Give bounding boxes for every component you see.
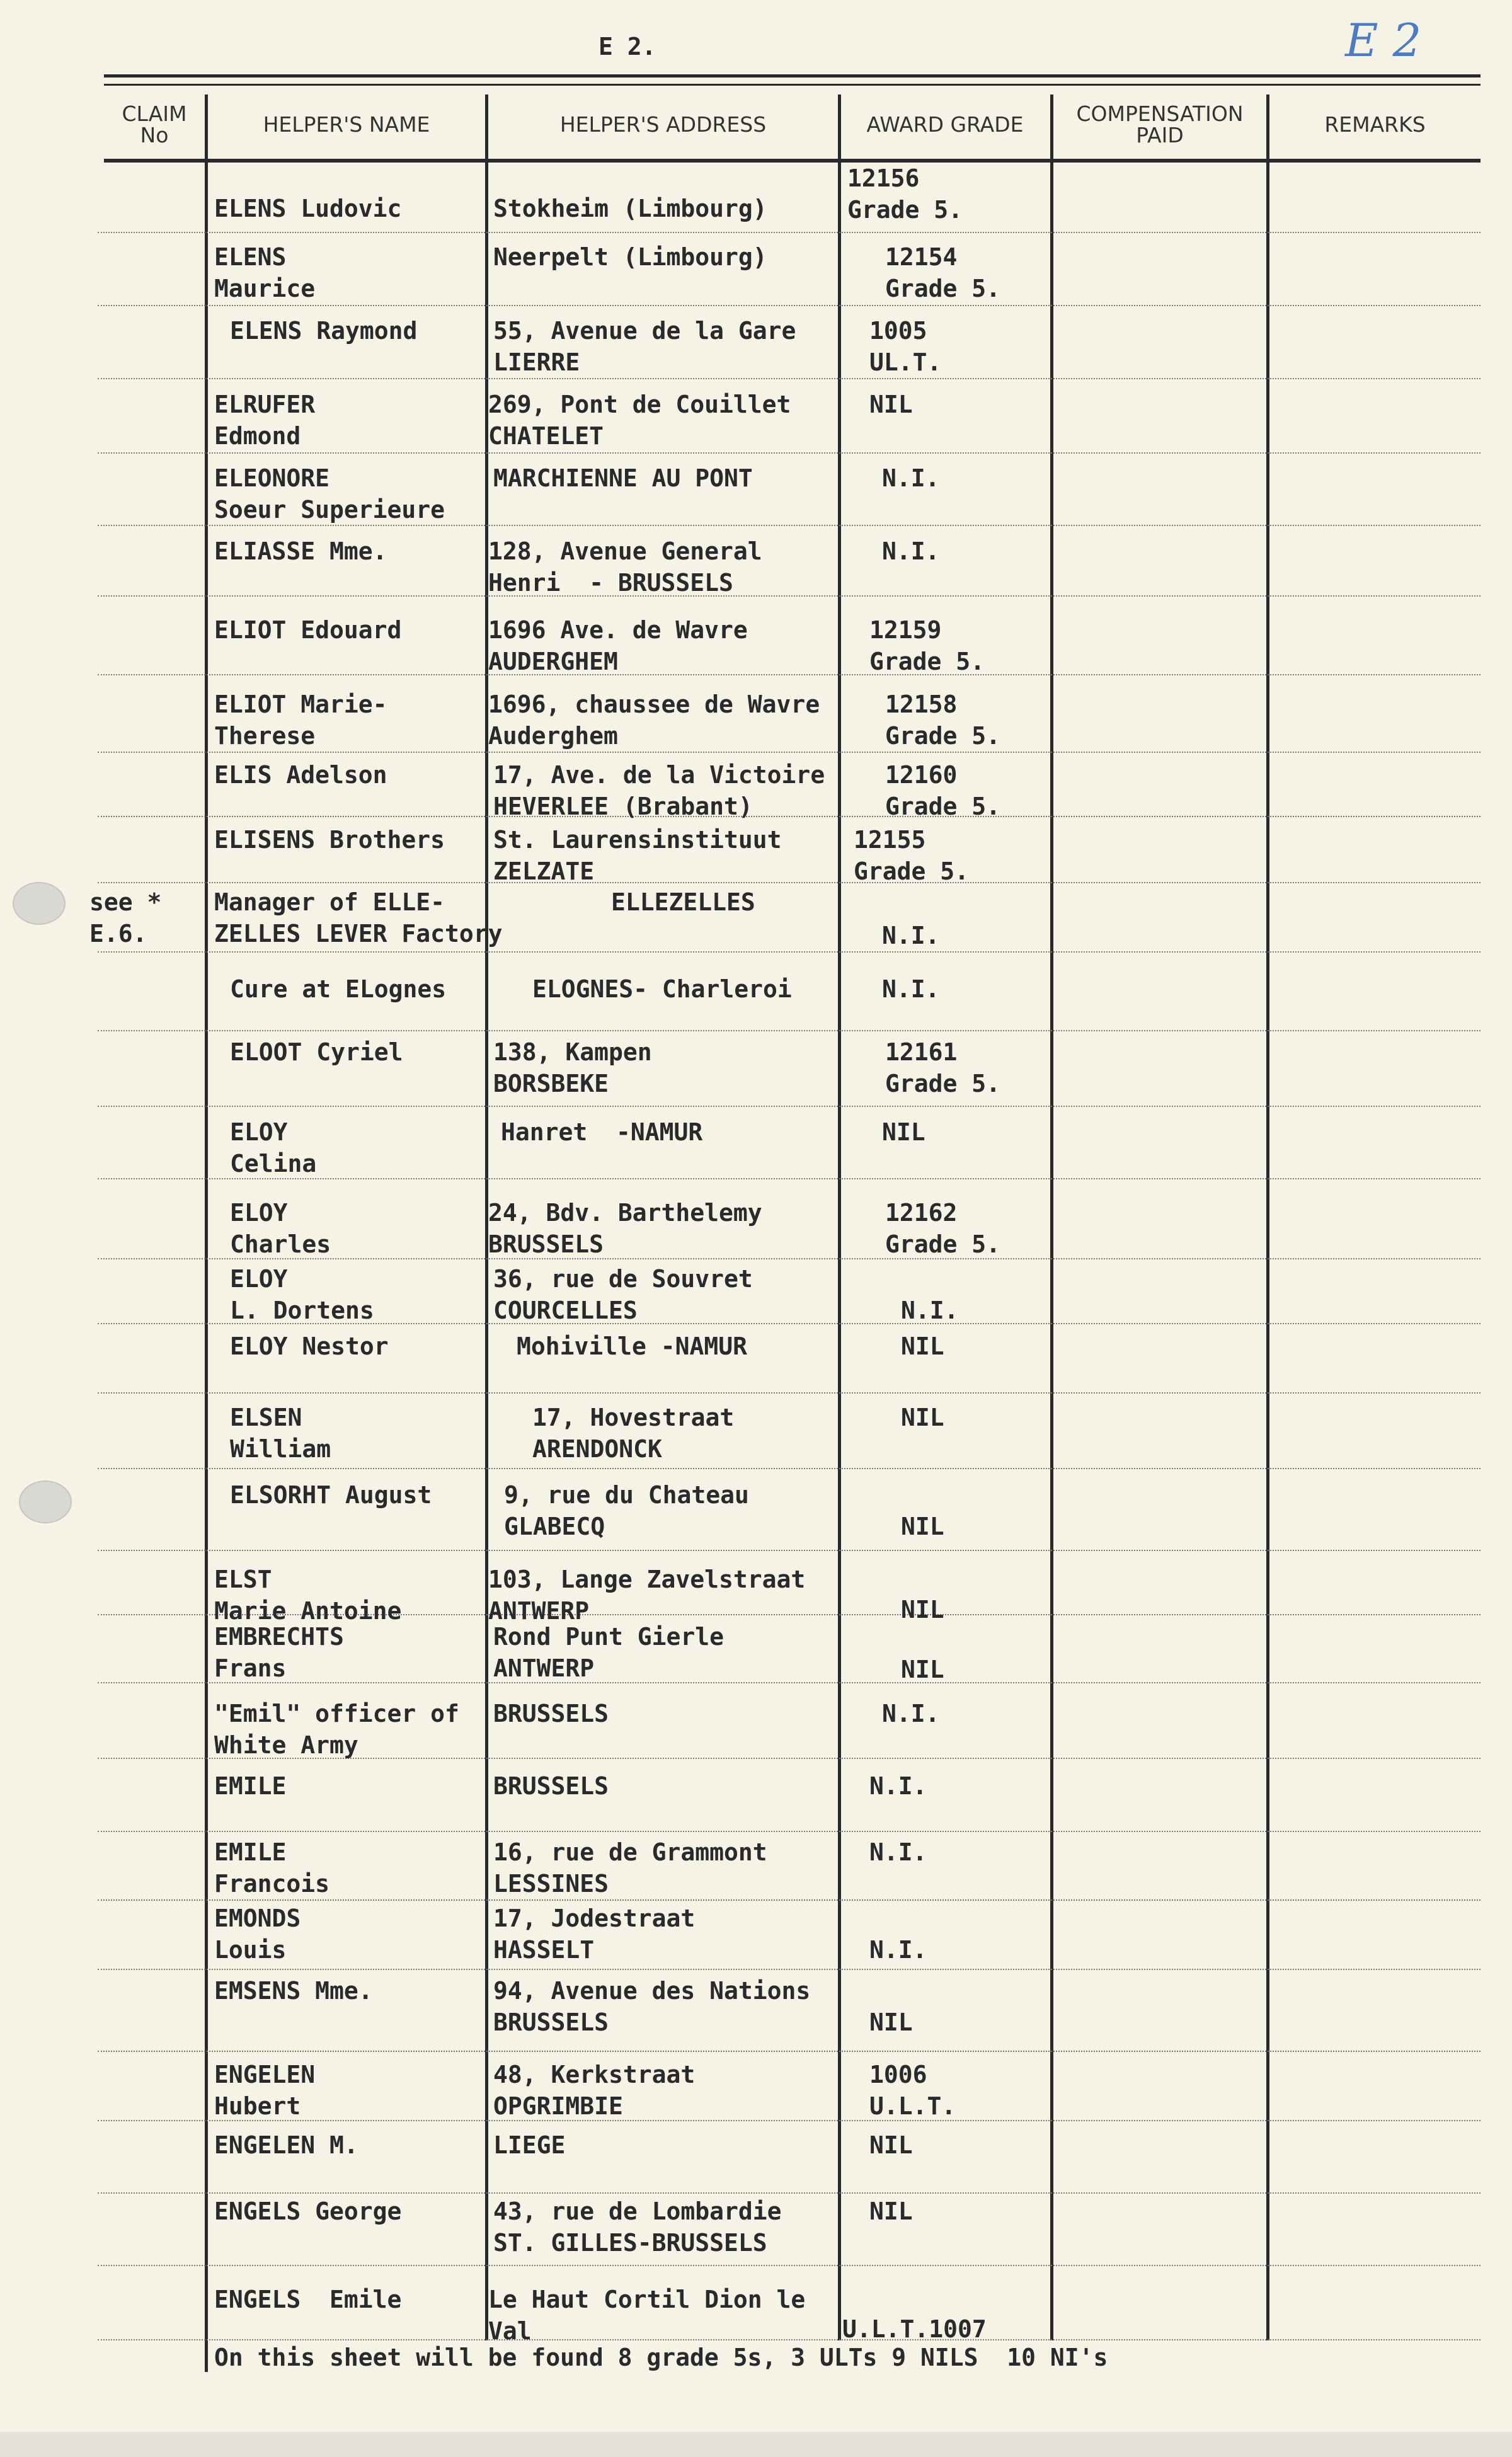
column-rule-5	[1266, 94, 1269, 2340]
award-grade: NIL	[869, 2131, 913, 2159]
helper-address: Stokheim (Limbourg)	[493, 195, 767, 222]
helper-name: ENGELEN M.	[214, 2131, 358, 2159]
column-rule-4	[1050, 94, 1053, 2340]
award-grade: 12154 Grade 5.	[885, 243, 1001, 302]
helper-address: Mohiville -NAMUR	[517, 1332, 748, 1360]
helper-address: 94, Avenue des Nations BRUSSELS	[493, 1977, 811, 2036]
award-grade: 1006 U.L.T.	[869, 2061, 956, 2120]
helper-name: ENGELEN Hubert	[214, 2061, 316, 2120]
award-grade: 12156 Grade 5.	[847, 164, 963, 224]
row-separator	[98, 2265, 1480, 2266]
row-separator	[98, 882, 1480, 883]
helper-address: 269, Pont de Couillet CHATELET	[488, 391, 791, 450]
helper-address: 17, Ave. de la Victoire HEVERLEE (Brabant)	[493, 761, 825, 820]
helper-address: LIEGE	[493, 2131, 566, 2159]
helper-name: ELOY Celina	[230, 1118, 317, 1177]
helper-address: Rond Punt Gierle ANTWERP	[493, 1623, 724, 1682]
helper-name: Cure at ELognes	[230, 975, 447, 1003]
helper-address: 55, Avenue de la Gare LIERRE	[493, 317, 796, 376]
helper-address: 17, Jodestraat HASSELT	[493, 1904, 696, 1964]
helper-name: ELENS Ludovic	[214, 195, 402, 222]
column-header-address: HELPER'S ADDRESS	[559, 112, 767, 137]
claim-number: see * E.6.	[89, 888, 162, 948]
header-bottom-rule	[104, 159, 1480, 163]
row-separator	[98, 1106, 1480, 1107]
helper-name: ENGELS Emile	[214, 2286, 402, 2313]
award-grade: NIL	[901, 1656, 944, 1683]
award-grade: 12159 Grade 5.	[869, 616, 985, 675]
helper-address: 138, Kampen BORSBEKE	[493, 1038, 652, 1097]
helper-name: ELOOT Cyriel	[230, 1038, 403, 1066]
award-grade: N.I.	[882, 922, 940, 949]
column-header-compensation: COMPENSATION PAID	[1076, 101, 1244, 147]
row-separator	[98, 378, 1480, 379]
helper-address: Hanret -NAMUR	[501, 1118, 703, 1146]
helper-name: ELIOT Marie- Therese	[214, 690, 387, 750]
helper-name: ELEONORE Soeur Superieure	[214, 464, 445, 524]
helper-address: 17, Hovestraat ARENDONCK	[532, 1404, 735, 1463]
award-grade: 12162 Grade 5.	[885, 1199, 1001, 1258]
row-separator	[98, 1392, 1480, 1394]
award-grade: NIL	[869, 2008, 913, 2036]
page-code: E 2.	[598, 33, 656, 60]
handwritten-page-code: E 2	[1345, 14, 1422, 67]
helper-name: ELOY L. Dortens	[230, 1265, 374, 1324]
row-separator	[98, 1899, 1480, 1901]
award-grade: 12160 Grade 5.	[885, 761, 1001, 820]
helper-name: ELRUFER Edmond	[214, 391, 316, 450]
column-header-award: AWARD GRADE	[866, 112, 1024, 137]
punch-hole	[19, 1480, 72, 1523]
row-separator	[98, 305, 1480, 306]
helper-name: Manager of ELLE- ZELLES LEVER Factory	[214, 888, 503, 948]
row-separator	[98, 674, 1480, 675]
award-grade: NIL	[882, 1118, 925, 1146]
helper-address: Neerpelt (Limbourg)	[493, 243, 767, 271]
award-grade: NIL	[869, 391, 913, 418]
helper-name: "Emil" officer of White Army	[214, 1700, 459, 1759]
award-grade: N.I.	[882, 1700, 940, 1727]
award-grade: NIL	[901, 1596, 944, 1624]
row-separator	[98, 2192, 1480, 2194]
helper-name: ELOY Charles	[230, 1199, 331, 1258]
row-separator	[98, 752, 1480, 753]
helper-name: ELOY Nestor	[230, 1332, 389, 1360]
award-grade: NIL	[869, 2197, 913, 2225]
helper-address: BRUSSELS	[493, 1772, 609, 1800]
award-grade: NIL	[901, 1513, 944, 1540]
row-separator	[98, 232, 1480, 233]
column-header-claim: CLAIM No	[122, 101, 187, 147]
row-separator	[98, 1468, 1480, 1469]
column-rule-3	[838, 94, 841, 2340]
helper-name: EMILE	[214, 1772, 287, 1800]
helper-address: 1696 Ave. de Wavre AUDERGHEM	[488, 616, 748, 675]
helper-address: 24, Bdv. Barthelemy BRUSSELS	[488, 1199, 762, 1258]
award-grade: N.I.	[882, 537, 940, 565]
row-separator	[98, 595, 1480, 597]
column-header-name: HELPER'S NAME	[263, 112, 430, 137]
helper-name: EMONDS Louis	[214, 1904, 301, 1964]
award-grade: N.I.	[882, 975, 940, 1003]
row-separator	[98, 951, 1480, 953]
row-separator	[98, 452, 1480, 454]
helper-address: 48, Kerkstraat OPGRIMBIE	[493, 2061, 696, 2120]
award-grade: N.I.	[869, 1936, 927, 1964]
helper-name: ELIASSE Mme.	[214, 537, 387, 565]
helper-name: ELISENS Brothers	[214, 826, 445, 854]
helper-address: 1696, chaussee de Wavre Auderghem	[488, 690, 820, 750]
sheet-summary: On this sheet will be found 8 grade 5s, 3 ULTs 9 NILS 10 NI's	[214, 2344, 1108, 2371]
award-grade: 1005 UL.T.	[869, 317, 942, 376]
helper-name: EMILE Francois	[214, 1838, 330, 1898]
helper-address: 36, rue de Souvret COURCELLES	[493, 1265, 753, 1324]
helper-address: ELLEZELLES	[611, 888, 755, 916]
award-grade: N.I.	[869, 1838, 927, 1866]
helper-name: EMSENS Mme.	[214, 1977, 373, 2005]
top-rule-2	[104, 84, 1480, 86]
award-grade: 12161 Grade 5.	[885, 1038, 1001, 1097]
column-header-remarks: REMARKS	[1324, 112, 1426, 137]
helper-address: 103, Lange Zavelstraat ANTWERP	[488, 1566, 806, 1625]
row-separator	[98, 1831, 1480, 1832]
award-grade: 12158 Grade 5.	[885, 690, 1001, 750]
row-separator	[98, 1969, 1480, 1970]
helper-name: EMBRECHTS Frans	[214, 1623, 344, 1682]
row-separator	[98, 1030, 1480, 1031]
helper-name: ELIOT Edouard	[214, 616, 402, 644]
award-grade: 12155 Grade 5.	[854, 826, 970, 885]
helper-address: MARCHIENNE AU PONT	[493, 464, 753, 492]
row-separator	[98, 2051, 1480, 2052]
award-grade: N.I.	[882, 464, 940, 492]
award-grade: N.I.	[901, 1297, 959, 1324]
column-rule-1	[205, 94, 208, 2372]
helper-name: ELSORHT August	[230, 1481, 432, 1509]
row-separator	[98, 1550, 1480, 1551]
helper-address: ELOGNES- Charleroi	[532, 975, 792, 1003]
award-grade: N.I.	[869, 1772, 927, 1800]
award-grade: NIL	[901, 1404, 944, 1431]
punch-hole	[13, 882, 66, 925]
helper-name: ELENS Raymond	[230, 317, 418, 345]
helper-address: 16, rue de Grammont LESSINES	[493, 1838, 767, 1898]
helper-name: ELST Marie Antoine	[214, 1566, 402, 1625]
helper-name: ELENS Maurice	[214, 243, 316, 302]
helper-name: ELIS Adelson	[214, 761, 387, 789]
helper-name: ELSEN William	[230, 1404, 331, 1463]
top-rule-1	[104, 74, 1480, 77]
helper-address: 43, rue de Lombardie ST. GILLES-BRUSSELS	[493, 2197, 782, 2257]
helper-address: BRUSSELS	[493, 1700, 609, 1727]
helper-name: ENGELS George	[214, 2197, 402, 2225]
award-grade: U.L.T.1007	[842, 2315, 987, 2343]
helper-address: Le Haut Cortil Dion le Val	[488, 2286, 806, 2345]
helper-address: 9, rue du Chateau GLABECQ	[504, 1481, 749, 1540]
award-grade: NIL	[901, 1332, 944, 1360]
helper-address: St. Laurensinstituut ZELZATE	[493, 826, 782, 885]
helper-address: 128, Avenue General Henri - BRUSSELS	[488, 537, 762, 597]
